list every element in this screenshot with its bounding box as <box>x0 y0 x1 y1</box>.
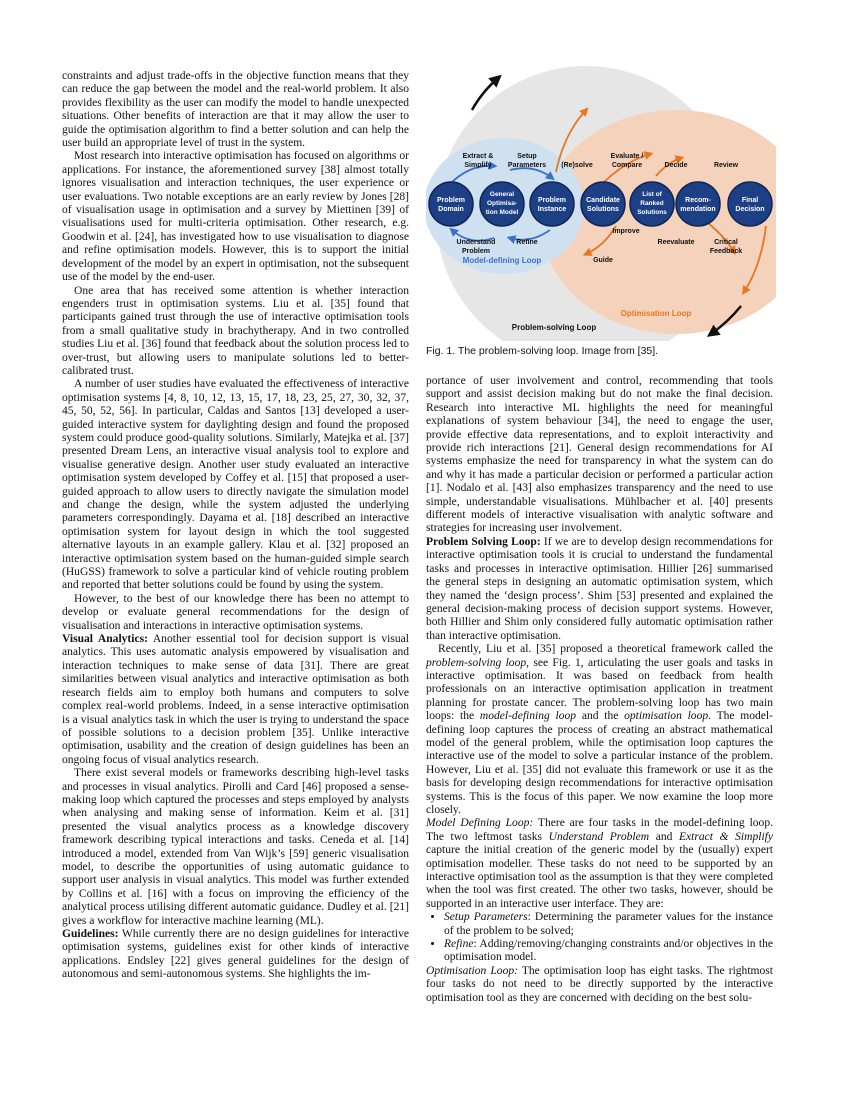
paragraph-model-defining-loop: Model Defining Loop: There are four tasks in the model-defining loop. The two leftmost tasks Understand Problem and Extract & Simplify capture the initial creation of the generic model by the (usually) expert optimisation modeller. These tasks do not need to be supported by an interactive optimisation tool as the assumption is that they were completed when the tool was first created. The other two tasks, however, should be supported in an interactive user interface. They are: <box>426 817 773 910</box>
label-reevaluate: Reevaluate <box>657 239 695 246</box>
svg-text:List of: List of <box>642 191 662 198</box>
paragraph: However, to the best of our knowledge there has been no attempt to develop or evaluate general recommendations for the design of visualisation and interactions in interactive optimisation systems. <box>62 592 409 632</box>
svg-text:Solutions: Solutions <box>637 209 667 216</box>
problem-solving-loop-label: Problem-solving Loop <box>511 323 597 332</box>
run-in-heading: Guidelines: <box>62 928 119 940</box>
svg-text:Problem: Problem <box>436 197 466 204</box>
run-in-heading: Optimisation Loop: <box>426 964 518 977</box>
paragraph: Most research into interactive optimisation has focused on algorithms or applications. For instance, the aforementioned survey [38] almost totally ignores visualisation and interaction techniques, the user experience or user evaluations. Two notable exceptions are an early review by Jones [28] of visualisation usage in optimisation and a survey by Miettinen [39] of visualisations used for multi-criteria optimisation. Other research, e.g. Goodwin et al. [24], has investigated how to use visualisation to diagnose and refine optimisation models. However, this is to support the initial development of the model by an expert in optimisation, not the subsequent use of the model by the end-user. <box>62 150 409 284</box>
svg-text:Ranked: Ranked <box>640 200 664 207</box>
svg-text:General: General <box>489 191 515 198</box>
left-column <box>62 70 409 982</box>
node-final-decision <box>728 182 772 226</box>
problem-solving-loop-figure <box>426 66 776 341</box>
paragraph-visual-analytics: Visual Analytics: Another essential tool for decision support is visual analytics. This uses automatic analysis empowered by visualisation and interaction techniques to make sense of data [31]. There are great similarities between visual analytics and interactive optimisation as both research fields aim to employ both humans and computers to solve complex real-world problems. Indeed, in a sense interactive optimisation is a visual analytics task in which the user is trying to understand the space of possible solutions to a decision problem [35]. Unlike interactive optimisation, usability and the creation of design guidelines has been an ongoing focus of visual analytics research. <box>62 633 409 766</box>
label-critical-feedback: Feedback <box>709 248 743 255</box>
paragraph: One area that has received some attention is whether interaction engenders trust in optimisation systems. Liu et al. [35] found that participants gained trust through the use of interactive optimisation tools from a small qualitative study in brachytherapy. And in two controlled studies Liu et al. [36] found that feedback about the solution process led to over-trust, but allowing users to manipulate solutions led to better-calibrated trust. <box>62 284 409 377</box>
paragraph-problem-solving-loop: Problem Solving Loop: If we are to develop design recommendations for interactive optimisation tools it is crucial to understand the fundamental tasks and processes in interactive optimisation. Hillier [26] summarised the general steps in designing an automatic optimisation system, which they named the ‘design process’. Shim [53] presented and explained the general decision-making process of decision support systems. However, both Hillier and Shim only considered fully automatic optimisation rather than interactive optimisation. <box>426 535 773 642</box>
node-general-optimisation-model <box>480 182 524 226</box>
run-in-heading: Visual Analytics: <box>62 633 148 646</box>
paragraph: A number of user studies have evaluated the effectiveness of interactive optimisation systems [4, 8, 10, 12, 13, 15, 17, 18, 23, 25, 27, 30, 32, 37, 45, 50, 52, 56]. In particular, Caldas and Santos [13] developed a user-guided interactive system for daylighting design and found the proposed system could produce good-quality solutions. Similarly, Matejka et al. [37] presented Dream Lens, an interactive visual analysis tool to explore and visualise generative design. Another user study evaluated an interactive optimisation system developed by Coffey et al. [15] that proposed a user-guided approach to allow users to directly navigate the simulation model and change the design, while the system adjusted the underlying parameters correspondingly. Dayama et al. [18] described an interactive optimisation system for layout design in which the tool suggested alternative layouts in an example gallery. Klau et al. [32] proposed an interactive optimisation system based on the human-guided simple search (HuGSS) framework to solve a particular kind of vehicle routing problem and reported that better solutions could be found by using the system. <box>62 378 409 592</box>
optimisation-loop-label: Optimisation Loop <box>620 309 692 318</box>
run-in-heading: Model Defining Loop: <box>426 817 534 830</box>
svg-text:Domain: Domain <box>438 206 464 213</box>
svg-text:Problem: Problem <box>537 197 567 204</box>
svg-text:Solutions: Solutions <box>587 206 619 213</box>
label-refine: Refine <box>516 239 538 246</box>
run-in-heading: Problem Solving Loop: <box>426 535 541 548</box>
label-evaluate-compare: Evaluate / <box>610 153 644 160</box>
node-problem-instance <box>530 182 574 226</box>
label-review: Review <box>713 162 739 169</box>
node-candidate-solutions <box>581 182 625 226</box>
svg-text:Optimisa-: Optimisa- <box>487 200 517 207</box>
paragraph: portance of user involvement and control, recommending that tools support and assist decision making but do not make the final decision. Research into interactive ML highlights the need for meaningful explanations of system behaviour [34], the need to engage the user, provide effective data representations, and to exploit interactivity and provide rich interactions [21]. General design recommendations for AI systems emphasize the need for transparency in what the system can do and why it has made a particular decision or performed a particular action [1]. Nodalo et al. [43] also emphasizes transparency and the need to use simple, understandable visualisations. Mühlbacher et al. [40] presents different models of interactive visualisation with analytic software and strategies for increasing user involvement. <box>426 375 773 535</box>
svg-text:Decision: Decision <box>735 206 765 213</box>
svg-text:Candidate: Candidate <box>586 197 620 204</box>
paragraph: constraints and adjust trade-offs in the objective function means that they can reduce the gap between the model and the real-world problem. It also provides flexibility as the user can modify the model to handle unexpected situations. Other benefits of interaction are that it may allow the user to guide the optimisation algorithm to find a better solution and can help the user build an appropriate level of trust in the system. <box>62 70 409 150</box>
label-setup-parameters: Parameters <box>507 162 547 169</box>
node-list-of-ranked-solutions <box>630 182 674 226</box>
paragraph-optimisation-loop: Optimisation Loop: The optimisation loop has eight tasks. The rightmost four tasks do not need to be directly supported by the interactive optimisation tool as they are concerned with deciding on the best solu- <box>426 964 773 1004</box>
label-evaluate-compare: Compare <box>611 162 643 169</box>
node-problem-domain <box>429 182 473 226</box>
label-decide: Decide <box>664 162 688 169</box>
label-extract-simplify: Extract & <box>462 153 494 160</box>
paragraph: Recently, Liu et al. [35] proposed a theoretical framework called the problem-solving loop, see Fig. 1, articulating the user goals and tasks in interactive optimisation. It was based on feedback from health professionals on an interactive optimisation application in treatment planning for prostate cancer. The problem-solving loop has two main loops: the model-defining loop and the optimisation loop. The model-defining loop captures the process of creating an abstract mathematical model of the general problem, while the optimisation loop captures the interactive use of the model to solve a particular instance of the problem. However, Liu et al. [35] did not evaluate this framework or use it as the basis for developing design recommendations for interactive optimisation systems. This is the focus of this paper. We now examine the loop more closely. <box>426 643 773 816</box>
node-recommendation <box>676 182 720 226</box>
figure-caption: Fig. 1. The problem-solving loop. Image from [35]. <box>426 345 659 357</box>
svg-text:Recom-: Recom- <box>685 197 711 204</box>
list-item: • Refine: Adding/removing/changing constraints and/or objectives in the optimisation model. <box>444 938 773 965</box>
model-defining-loop-label: Model-defining Loop <box>462 256 542 265</box>
paragraph-guidelines: Guidelines: While currently there are no design guidelines for interactive optimisation systems, guidelines exist for other kinds of interactive applications. Endsley [22] gives general guidelines for the design of autonomous and semi-autonomous systems. She highlights the im- <box>62 928 409 981</box>
svg-text:tion Model: tion Model <box>485 209 519 216</box>
label-extract-simplify: Simplify <box>464 162 492 169</box>
label-critical-feedback: Critical <box>714 239 738 246</box>
label-understand-problem: Problem <box>461 248 491 255</box>
label-resolve: (Re)solve <box>561 162 593 169</box>
list-item: • Setup Parameters: Determining the parameter values for the instance of the problem to be solved; <box>444 911 773 938</box>
paragraph: There exist several models or frameworks describing high-level tasks and processes in visual analytics. Pirolli and Card [46] proposed a sense-making loop which captured the processes and steps employed by analysts when analysing and making sense of information. Keim et al. [31] presented the visual analytics process as a knowledge discovery framework describing typical interactions and tasks. Ceneda et al. [14] introduced a model, extended from Van Wijk’s [59] generic visualisation model, to describe the opportunities of using automatic guidance to support user analysis in visual analytics. This model was further extended by Collins et al. [16] with a focus on improving the efficiency of the analytical process utilising different automatic guidance. Dudley et al. [21] gives a workflow for interactive machine learning (ML). <box>62 767 409 927</box>
svg-text:mendation: mendation <box>680 206 716 213</box>
label-guide: Guide <box>593 257 613 264</box>
label-understand-problem: Understand <box>456 239 496 246</box>
label-setup-parameters: Setup <box>517 153 537 160</box>
right-column <box>426 375 773 1005</box>
svg-text:Instance: Instance <box>537 206 567 213</box>
label-improve: Improve <box>612 228 640 235</box>
task-list <box>426 911 773 965</box>
svg-text:Final: Final <box>741 197 759 204</box>
